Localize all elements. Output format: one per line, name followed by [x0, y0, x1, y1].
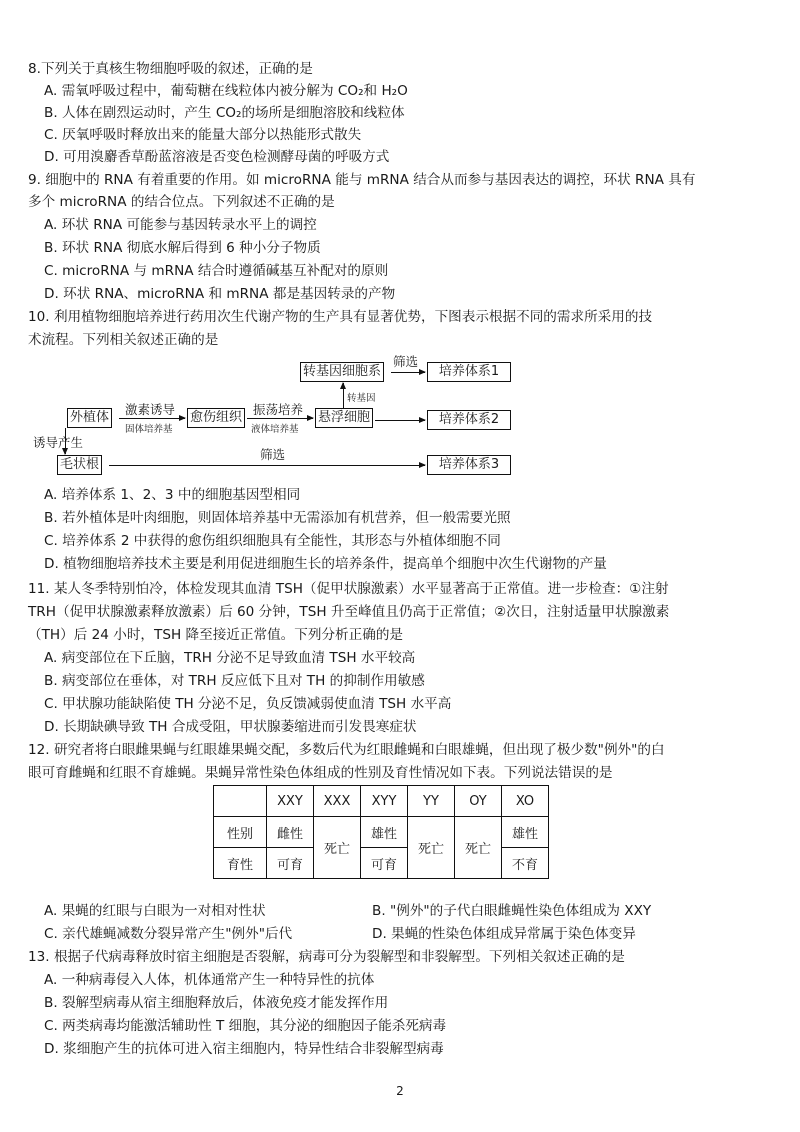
hormone-induce-label: 激素诱导	[125, 402, 176, 417]
screen-top-label: 筛选	[393, 354, 419, 369]
sex-chromosome-table	[213, 785, 549, 879]
q11-stem-line2: TRH（促甲状腺激素释放激素）后 60 分钟，TSH 升至峰值且仍高于正常值；②次日，注射适量甲状腺激素	[28, 604, 670, 620]
arrow-hairy-root-to-system3	[109, 465, 425, 466]
cell-yy-dead: 死亡	[408, 817, 455, 879]
explant-box: 外植体	[67, 408, 112, 428]
q11-stem-line1: 11. 某人冬季特别怕冷，体检发现其血清 TSH（促甲状腺激素）水平显著高于正常值。进一步检查：①注射	[28, 581, 669, 597]
page-number: 2	[396, 1084, 404, 1098]
culture-system-2-box: 培养体系2	[427, 410, 511, 430]
q12-stem-line1: 12. 研究者将白眼雌果蝇与红眼雄果蝇交配，多数后代为红眼雌蝇和白眼雄蝇，但出现了极少数"例外"的白	[28, 742, 665, 758]
q8-option-a: A. 需氧呼吸过程中，葡萄糖在线粒体内被分解为 CO₂和 H₂O	[44, 83, 408, 99]
q13-option-b: B. 裂解型病毒从宿主细胞释放后，体液免疫才能发挥作用	[44, 995, 389, 1011]
q12-stem-line2: 眼可育雌蝇和红眼不育雄蝇。果蝇异常性染色体组成的性别及育性情况如下表。下列说法错误的是	[28, 765, 613, 781]
transgene-label: 转基因	[347, 393, 376, 404]
q11-option-c: C. 甲状腺功能缺陷使 TH 分泌不足，负反馈减弱使血清 TSH 水平高	[44, 696, 452, 712]
table-header-yy: YY	[408, 786, 455, 817]
table-header-oy: OY	[455, 786, 502, 817]
table-header-xxy: XXY	[267, 786, 314, 817]
cell-xxy-fertility: 可育	[267, 848, 314, 879]
q10-option-d: D. 植物细胞培养技术主要是利用促进细胞生长的培养条件，提高单个细胞中次生代谢物的产量	[44, 556, 607, 572]
arrow-transgenic-to-system1	[391, 372, 425, 373]
q10-stem-line1: 10. 利用植物细胞培养进行药用次生代谢产物的生产具有显著优势，下图表示根据不同的需求所采用的技	[28, 309, 653, 325]
q13-stem: 13. 根据子代病毒释放时宿主细胞是否裂解，病毒可分为裂解型和非裂解型。下列相关叙述正确的是	[28, 949, 625, 965]
q9-option-c: C. microRNA 与 mRNA 结合时遵循碱基互补配对的原则	[44, 263, 389, 279]
table-header-xo: XO	[502, 786, 549, 817]
solid-medium-label: 固体培养基	[125, 424, 173, 435]
cell-xyy-fertility: 可育	[361, 848, 408, 879]
q9-stem-line2: 多个 microRNA 的结合位点。下列叙述不正确的是	[28, 194, 335, 210]
q9-option-a: A. 环状 RNA 可能参与基因转录水平上的调控	[44, 217, 317, 233]
row-label-sex: 性别	[214, 817, 267, 848]
screen-bottom-label: 筛选	[260, 447, 286, 462]
q12-option-a: A. 果蝇的红眼与白眼为一对相对性状	[44, 903, 266, 919]
shake-culture-label: 振荡培养	[253, 402, 304, 417]
transgenic-cells-box: 转基因细胞系	[300, 362, 384, 382]
q10-option-a: A. 培养体系 1、2、3 中的细胞基因型相同	[44, 487, 301, 503]
q13-option-a: A. 一种病毒侵入人体，机体通常产生一种特异性的抗体	[44, 972, 375, 988]
q9-option-b: B. 环状 RNA 彻底水解后得到 6 种小分子物质	[44, 240, 321, 256]
q8-option-b: B. 人体在剧烈运动时，产生 CO₂的场所是细胞溶胶和线粒体	[44, 105, 405, 121]
cell-oy-dead: 死亡	[455, 817, 502, 879]
cell-xxy-sex: 雌性	[267, 817, 314, 848]
q13-option-c: C. 两类病毒均能激活辅助性 T 细胞，其分泌的细胞因子能杀死病毒	[44, 1018, 447, 1034]
table-header-xxx: XXX	[314, 786, 361, 817]
callus-box: 愈伤组织	[187, 408, 245, 428]
q13-option-d: D. 浆细胞产生的抗体可进入宿主细胞内，特异性结合非裂解型病毒	[44, 1041, 444, 1057]
row-label-fertility: 育性	[214, 848, 267, 879]
q12-option-b: B. "例外"的子代白眼雌蝇性染色体组成为 XXY	[372, 903, 652, 919]
arrow-suspension-to-transgenic	[343, 383, 344, 408]
culture-system-3-box: 培养体系3	[427, 455, 511, 475]
liquid-medium-label: 液体培养基	[251, 424, 299, 435]
q10-option-b: B. 若外植体是叶肉细胞，则固体培养基中无需添加有机营养，但一般需要光照	[44, 510, 511, 526]
q11-option-d: D. 长期缺碘导致 TH 合成受阻，甲状腺萎缩进而引发畏寒症状	[44, 719, 417, 735]
arrow-callus-to-suspension	[247, 418, 313, 419]
cell-xo-sex: 雄性	[502, 817, 549, 848]
q12-option-d: D. 果蝇的性染色体组成异常属于染色体变异	[372, 926, 636, 942]
tissue-culture-flow-diagram	[33, 354, 575, 480]
cell-xo-fertility: 不育	[502, 848, 549, 879]
table-header-empty	[214, 786, 267, 817]
q10-option-c: C. 培养体系 2 中获得的愈伤组织细胞具有全能性，其形态与外植体细胞不同	[44, 533, 501, 549]
q11-option-a: A. 病变部位在下丘脑，TRH 分泌不足导致血清 TSH 水平较高	[44, 650, 416, 666]
arrow-explant-to-callus	[119, 418, 185, 419]
arrow-suspension-to-system2	[375, 420, 425, 421]
table-header-xyy: XYY	[361, 786, 408, 817]
suspension-cells-box: 悬浮细胞	[315, 408, 373, 428]
cell-xxx-dead: 死亡	[314, 817, 361, 879]
q8-option-c: C. 厌氧呼吸时释放出来的能量大部分以热能形式散失	[44, 127, 362, 143]
q11-option-b: B. 病变部位在垂体，对 TRH 反应低下且对 TH 的抑制作用敏感	[44, 673, 425, 689]
q8-stem: 8.下列关于真核生物细胞呼吸的叙述，正确的是	[28, 61, 313, 77]
hairy-root-box: 毛状根	[57, 455, 102, 475]
q8-option-d: D. 可用溴麝香草酚蓝溶液是否变色检测酵母菌的呼吸方式	[44, 149, 390, 165]
q12-option-c: C. 亲代雄蝇减数分裂异常产生"例外"后代	[44, 926, 293, 942]
induce-produce-label: 诱导产生	[33, 435, 84, 450]
cell-xyy-sex: 雄性	[361, 817, 408, 848]
q10-stem-line2: 术流程。下列相关叙述正确的是	[28, 332, 219, 348]
q9-stem-line1: 9. 细胞中的 RNA 有着重要的作用。如 microRNA 能与 mRNA 结合从而参与基因表达的调控，环状 RNA 具有	[28, 172, 696, 188]
culture-system-1-box: 培养体系1	[427, 362, 511, 382]
q9-option-d: D. 环状 RNA、microRNA 和 mRNA 都是基因转录的产物	[44, 286, 396, 302]
q11-stem-line3: （TH）后 24 小时，TSH 降至接近正常值。下列分析正确的是	[28, 627, 404, 643]
